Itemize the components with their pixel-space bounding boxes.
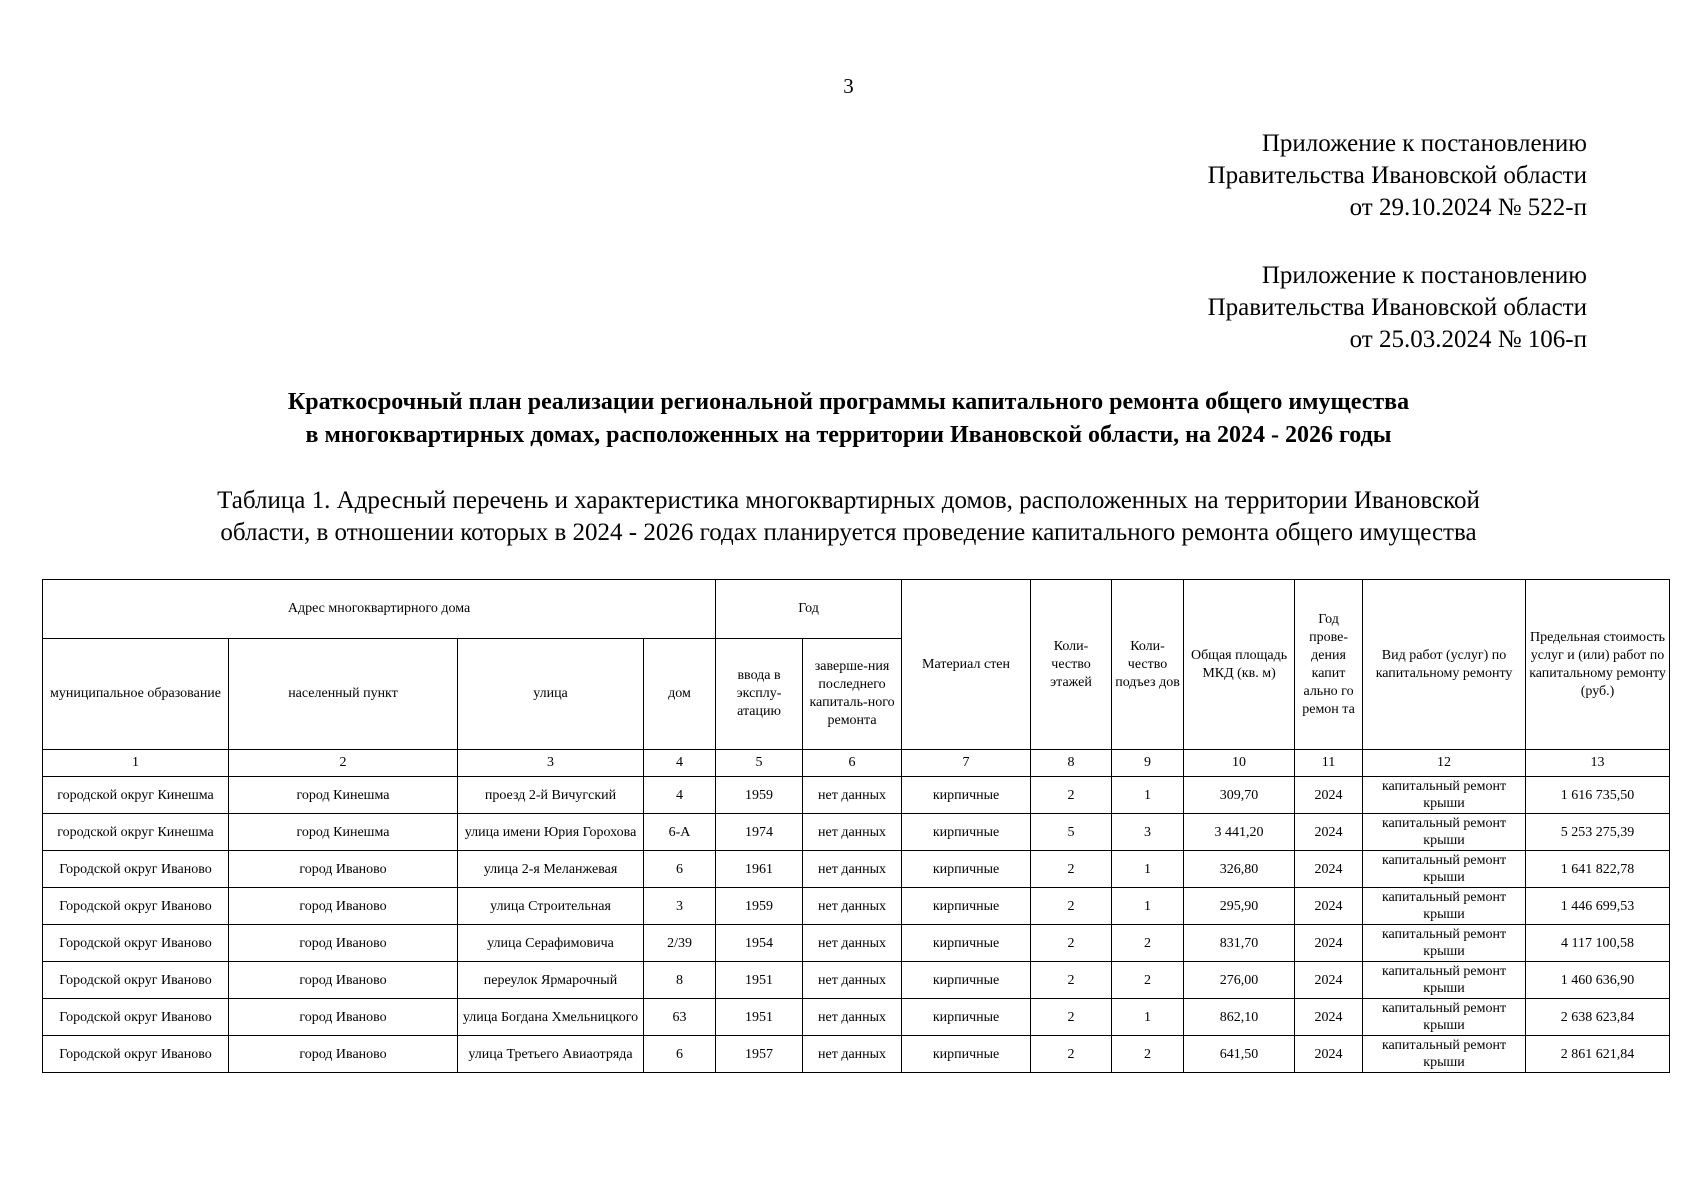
- header-year-built: ввода в эксплу-атацию: [716, 639, 803, 750]
- cell-street: проезд 2-й Вичугский: [458, 777, 644, 814]
- table-caption: [0, 485, 1697, 549]
- cell-wall-material: кирпичные: [902, 777, 1031, 814]
- cell-street: улица 2-я Меланжевая: [458, 851, 644, 888]
- cell-work-type: капитальный ремонт крыши: [1363, 888, 1526, 925]
- cell-area: 309,70: [1184, 777, 1295, 814]
- header-street: улица: [458, 639, 644, 750]
- cell-repair-year: 2024: [1295, 777, 1363, 814]
- cell-max-cost: 5 253 275,39: [1526, 814, 1670, 851]
- header-house: дом: [644, 639, 716, 750]
- cell-year-last-repair: нет данных: [803, 777, 902, 814]
- header-repair-year: Год прове-дения капит ально го ремон та: [1295, 580, 1363, 750]
- cell-settlement: город Иваново: [229, 999, 458, 1036]
- cell-area: 3 441,20: [1184, 814, 1295, 851]
- cell-wall-material: кирпичные: [902, 814, 1031, 851]
- cell-area: 862,10: [1184, 999, 1295, 1036]
- cell-year-built: 1951: [716, 962, 803, 999]
- cell-entrances: 2: [1112, 925, 1184, 962]
- header-year-last-repair: заверше-ния последнего капиталь-ного ремонта: [803, 639, 902, 750]
- cell-work-type: капитальный ремонт крыши: [1363, 962, 1526, 999]
- cell-repair-year: 2024: [1295, 962, 1363, 999]
- column-number: 6: [803, 750, 902, 777]
- header-entrances: Коли-чество подъез дов: [1112, 580, 1184, 750]
- approval-line: Правительства Ивановской области: [1207, 162, 1587, 189]
- cell-work-type: капитальный ремонт крыши: [1363, 777, 1526, 814]
- column-number: 12: [1363, 750, 1526, 777]
- cell-settlement: город Иваново: [229, 851, 458, 888]
- cell-year-last-repair: нет данных: [803, 888, 902, 925]
- cell-municipality: Городской округ Иваново: [43, 888, 229, 925]
- cell-area: 831,70: [1184, 925, 1295, 962]
- cell-house: 6: [644, 851, 716, 888]
- column-number: 9: [1112, 750, 1184, 777]
- column-number: 4: [644, 750, 716, 777]
- header-year-group: Год: [716, 580, 902, 639]
- cell-street: улица Богдана Хмельницкого: [458, 999, 644, 1036]
- houses-table: [42, 579, 1670, 1073]
- cell-municipality: городской округ Кинешма: [43, 814, 229, 851]
- cell-wall-material: кирпичные: [902, 851, 1031, 888]
- cell-year-built: 1951: [716, 999, 803, 1036]
- cell-max-cost: 1 446 699,53: [1526, 888, 1670, 925]
- table-row: [43, 925, 1670, 962]
- caption-line: Таблица 1. Адресный перечень и характеристика многоквартирных домов, расположенных на территории Ивановской: [217, 487, 1480, 514]
- cell-work-type: капитальный ремонт крыши: [1363, 1036, 1526, 1073]
- approval-line: Приложение к постановлению: [1261, 130, 1587, 157]
- cell-municipality: Городской округ Иваново: [43, 1036, 229, 1073]
- approval-line: Приложение к постановлению: [1261, 262, 1587, 289]
- table-row: [43, 851, 1670, 888]
- cell-work-type: капитальный ремонт крыши: [1363, 851, 1526, 888]
- cell-max-cost: 4 117 100,58: [1526, 925, 1670, 962]
- header-address-group: Адрес многоквартирного дома: [43, 580, 716, 639]
- header-max-cost: Предельная стоимость услуг и (или) работ по капитальному ремонту (руб.): [1526, 580, 1670, 750]
- cell-entrances: 1: [1112, 851, 1184, 888]
- cell-work-type: капитальный ремонт крыши: [1363, 999, 1526, 1036]
- column-number: 8: [1031, 750, 1112, 777]
- table-row: [43, 962, 1670, 999]
- cell-municipality: Городской округ Иваново: [43, 999, 229, 1036]
- cell-house: 4: [644, 777, 716, 814]
- cell-house: 8: [644, 962, 716, 999]
- cell-entrances: 1: [1112, 999, 1184, 1036]
- cell-floors: 2: [1031, 925, 1112, 962]
- header-wall-material: Материал стен: [902, 580, 1031, 750]
- cell-settlement: город Иваново: [229, 962, 458, 999]
- cell-entrances: 2: [1112, 962, 1184, 999]
- cell-year-last-repair: нет данных: [803, 1036, 902, 1073]
- approval-date-number: от 25.03.2024 № 106-п: [1349, 326, 1587, 353]
- cell-floors: 2: [1031, 999, 1112, 1036]
- cell-repair-year: 2024: [1295, 999, 1363, 1036]
- cell-area: 295,90: [1184, 888, 1295, 925]
- header-municipality: муниципальное образование: [43, 639, 229, 750]
- approval-stamp-current: [1208, 128, 1587, 224]
- column-number: 11: [1295, 750, 1363, 777]
- cell-street: улица Третьего Авиаотряда: [458, 1036, 644, 1073]
- cell-floors: 2: [1031, 1036, 1112, 1073]
- cell-settlement: город Иваново: [229, 925, 458, 962]
- table-row: [43, 1036, 1670, 1073]
- cell-wall-material: кирпичные: [902, 888, 1031, 925]
- cell-house: 63: [644, 999, 716, 1036]
- cell-wall-material: кирпичные: [902, 925, 1031, 962]
- header-floors: Коли-чество этажей: [1031, 580, 1112, 750]
- header-area: Общая площадь МКД (кв. м): [1184, 580, 1295, 750]
- column-number: 2: [229, 750, 458, 777]
- cell-floors: 2: [1031, 962, 1112, 999]
- cell-max-cost: 1 460 636,90: [1526, 962, 1670, 999]
- cell-wall-material: кирпичные: [902, 962, 1031, 999]
- column-number: 5: [716, 750, 803, 777]
- cell-area: 276,00: [1184, 962, 1295, 999]
- cell-repair-year: 2024: [1295, 851, 1363, 888]
- cell-repair-year: 2024: [1295, 888, 1363, 925]
- cell-entrances: 2: [1112, 1036, 1184, 1073]
- cell-work-type: капитальный ремонт крыши: [1363, 925, 1526, 962]
- table-row: [43, 888, 1670, 925]
- cell-area: 326,80: [1184, 851, 1295, 888]
- cell-settlement: город Кинешма: [229, 814, 458, 851]
- cell-settlement: город Кинешма: [229, 777, 458, 814]
- cell-entrances: 1: [1112, 888, 1184, 925]
- cell-max-cost: 2 638 623,84: [1526, 999, 1670, 1036]
- cell-max-cost: 2 861 621,84: [1526, 1036, 1670, 1073]
- cell-municipality: Городской округ Иваново: [43, 925, 229, 962]
- cell-house: 3: [644, 888, 716, 925]
- cell-year-last-repair: нет данных: [803, 999, 902, 1036]
- cell-entrances: 3: [1112, 814, 1184, 851]
- cell-municipality: Городской округ Иваново: [43, 851, 229, 888]
- header-work-type: Вид работ (услуг) по капитальному ремонту: [1363, 580, 1526, 750]
- cell-floors: 2: [1031, 777, 1112, 814]
- approval-date-number: от 29.10.2024 № 522-п: [1349, 194, 1587, 221]
- cell-house: 6: [644, 1036, 716, 1073]
- approval-line: Правительства Ивановской области: [1207, 294, 1587, 321]
- cell-year-built: 1961: [716, 851, 803, 888]
- cell-house: 6-А: [644, 814, 716, 851]
- approval-stamp-original: [1208, 260, 1587, 356]
- cell-municipality: городской округ Кинешма: [43, 777, 229, 814]
- cell-repair-year: 2024: [1295, 1036, 1363, 1073]
- cell-street: улица имени Юрия Горохова: [458, 814, 644, 851]
- cell-entrances: 1: [1112, 777, 1184, 814]
- cell-floors: 2: [1031, 888, 1112, 925]
- column-number: 1: [43, 750, 229, 777]
- cell-street: улица Строительная: [458, 888, 644, 925]
- table-row: [43, 777, 1670, 814]
- column-number: 7: [902, 750, 1031, 777]
- cell-year-last-repair: нет данных: [803, 925, 902, 962]
- cell-street: переулок Ярмарочный: [458, 962, 644, 999]
- cell-year-built: 1974: [716, 814, 803, 851]
- document-title: [0, 386, 1697, 452]
- cell-year-last-repair: нет данных: [803, 814, 902, 851]
- column-number: 13: [1526, 750, 1670, 777]
- cell-max-cost: 1 641 822,78: [1526, 851, 1670, 888]
- table-row: [43, 999, 1670, 1036]
- header-settlement: населенный пункт: [229, 639, 458, 750]
- cell-year-last-repair: нет данных: [803, 851, 902, 888]
- cell-repair-year: 2024: [1295, 925, 1363, 962]
- cell-municipality: Городской округ Иваново: [43, 962, 229, 999]
- title-line: в многоквартирных домах, расположенных на территории Ивановской области, на 2024 - 2026 годы: [305, 422, 1392, 448]
- cell-area: 641,50: [1184, 1036, 1295, 1073]
- page-number: 3: [843, 74, 854, 98]
- cell-year-last-repair: нет данных: [803, 962, 902, 999]
- cell-max-cost: 1 616 735,50: [1526, 777, 1670, 814]
- column-number-row: [43, 750, 1670, 777]
- title-line: Краткосрочный план реализации региональной программы капитального ремонта общего имущества: [287, 389, 1410, 415]
- cell-year-built: 1954: [716, 925, 803, 962]
- cell-floors: 5: [1031, 814, 1112, 851]
- cell-street: улица Серафимовича: [458, 925, 644, 962]
- table-body: [43, 777, 1670, 1073]
- cell-year-built: 1959: [716, 888, 803, 925]
- cell-repair-year: 2024: [1295, 814, 1363, 851]
- cell-year-built: 1957: [716, 1036, 803, 1073]
- cell-work-type: капитальный ремонт крыши: [1363, 814, 1526, 851]
- cell-settlement: город Иваново: [229, 888, 458, 925]
- cell-wall-material: кирпичные: [902, 1036, 1031, 1073]
- cell-settlement: город Иваново: [229, 1036, 458, 1073]
- caption-line: области, в отношении которых в 2024 - 2026 годах планируется проведение капитального ремонта общего имущества: [220, 519, 1477, 546]
- cell-house: 2/39: [644, 925, 716, 962]
- cell-wall-material: кирпичные: [902, 999, 1031, 1036]
- column-number: 10: [1184, 750, 1295, 777]
- column-number: 3: [458, 750, 644, 777]
- cell-floors: 2: [1031, 851, 1112, 888]
- cell-year-built: 1959: [716, 777, 803, 814]
- table-row: [43, 814, 1670, 851]
